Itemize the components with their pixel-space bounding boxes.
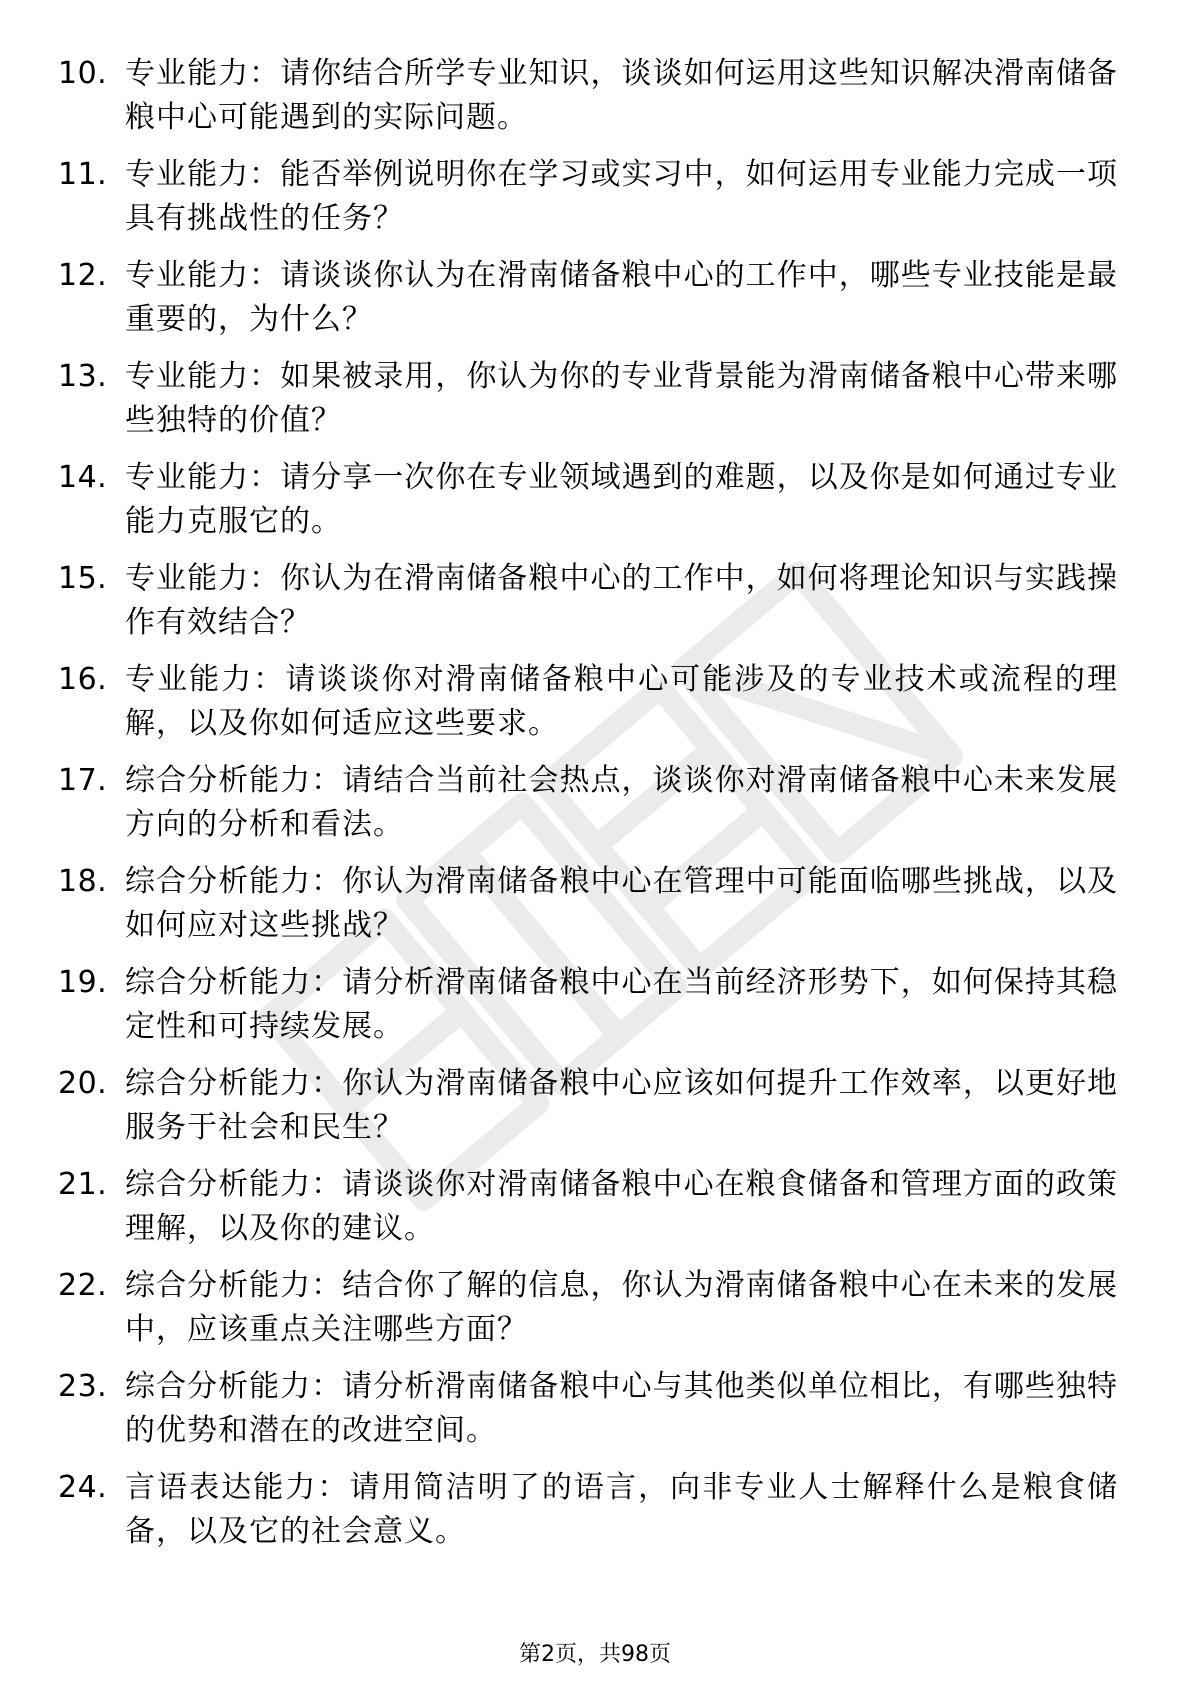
question-text: 综合分析能力：请分析滑南储备粮中心在当前经济形势下，如何保持其稳定性和可持续发展。 [125,965,1118,1044]
question-number: 12. [58,258,108,293]
question-number: 18. [58,864,108,899]
question-text: 专业能力：你认为在滑南储备粮中心的工作中，如何将理论知识与实践操作有效结合？ [125,561,1118,640]
question-number: 17. [58,763,108,798]
question-number: 23. [58,1369,108,1404]
question-text: 综合分析能力：请结合当前社会热点，谈谈你对滑南储备粮中心未来发展方向的分析和看法。 [125,763,1118,842]
question-number: 22. [58,1268,108,1303]
question-number: 20. [58,1066,108,1101]
question-number: 15. [58,561,108,596]
question-text: 综合分析能力：结合你了解的信息，你认为滑南储备粮中心在未来的发展中，应该重点关注哪些方面？ [125,1268,1118,1347]
question-number: 21. [58,1167,108,1202]
question-text: 专业能力：请谈谈你认为在滑南储备粮中心的工作中，哪些专业技能是最重要的，为什么？ [125,258,1118,337]
question-number: 24. [58,1470,108,1505]
question-item [58,153,1118,254]
question-item [58,52,1118,153]
question-item [58,1163,1118,1264]
page-footer [0,1640,1190,1670]
question-text: 专业能力：请谈谈你对滑南储备粮中心可能涉及的专业技术或流程的理解，以及你如何适应这些要求。 [125,662,1118,741]
question-item [58,759,1118,860]
question-item [58,1264,1118,1365]
question-text: 综合分析能力：请谈谈你对滑南储备粮中心在粮食储备和管理方面的政策理解，以及你的建议。 [125,1167,1118,1246]
question-item [58,1466,1118,1567]
question-text: 专业能力：能否举例说明你在学习或实习中，如何运用专业能力完成一项具有挑战性的任务？ [125,157,1118,236]
question-item [58,355,1118,456]
question-item [58,658,1118,759]
question-number: 16. [58,662,108,697]
question-number: 19. [58,965,108,1000]
question-item [58,1062,1118,1163]
question-text: 综合分析能力：你认为滑南储备粮中心在管理中可能面临哪些挑战，以及如何应对这些挑战？ [125,864,1118,943]
question-number: 13. [58,359,108,394]
question-text: 专业能力：请你结合所学专业知识，谈谈如何运用这些知识解决滑南储备粮中心可能遇到的实际问题。 [125,56,1118,135]
question-text: 综合分析能力：你认为滑南储备粮中心应该如何提升工作效率，以更好地服务于社会和民生？ [125,1066,1118,1145]
question-item [58,557,1118,658]
question-item [58,961,1118,1062]
question-item [58,1365,1118,1466]
question-text: 综合分析能力：请分析滑南储备粮中心与其他类似单位相比，有哪些独特的优势和潜在的改进空间。 [125,1369,1118,1448]
question-list [58,52,1118,1567]
question-item [58,860,1118,961]
question-text: 言语表达能力：请用简洁明了的语言，向非专业人士解释什么是粮食储备，以及它的社会意义。 [125,1470,1118,1549]
question-number: 11. [58,157,108,192]
question-text: 专业能力：请分享一次你在专业领域遇到的难题，以及你是如何通过专业能力克服它的。 [125,460,1118,539]
page-number-label: 第2页，共98页 [519,1642,671,1667]
question-text: 专业能力：如果被录用，你认为你的专业背景能为滑南储备粮中心带来哪些独特的价值？ [125,359,1118,438]
question-number: 14. [58,460,108,495]
question-number: 10. [58,56,108,91]
question-item [58,254,1118,355]
question-item [58,456,1118,557]
